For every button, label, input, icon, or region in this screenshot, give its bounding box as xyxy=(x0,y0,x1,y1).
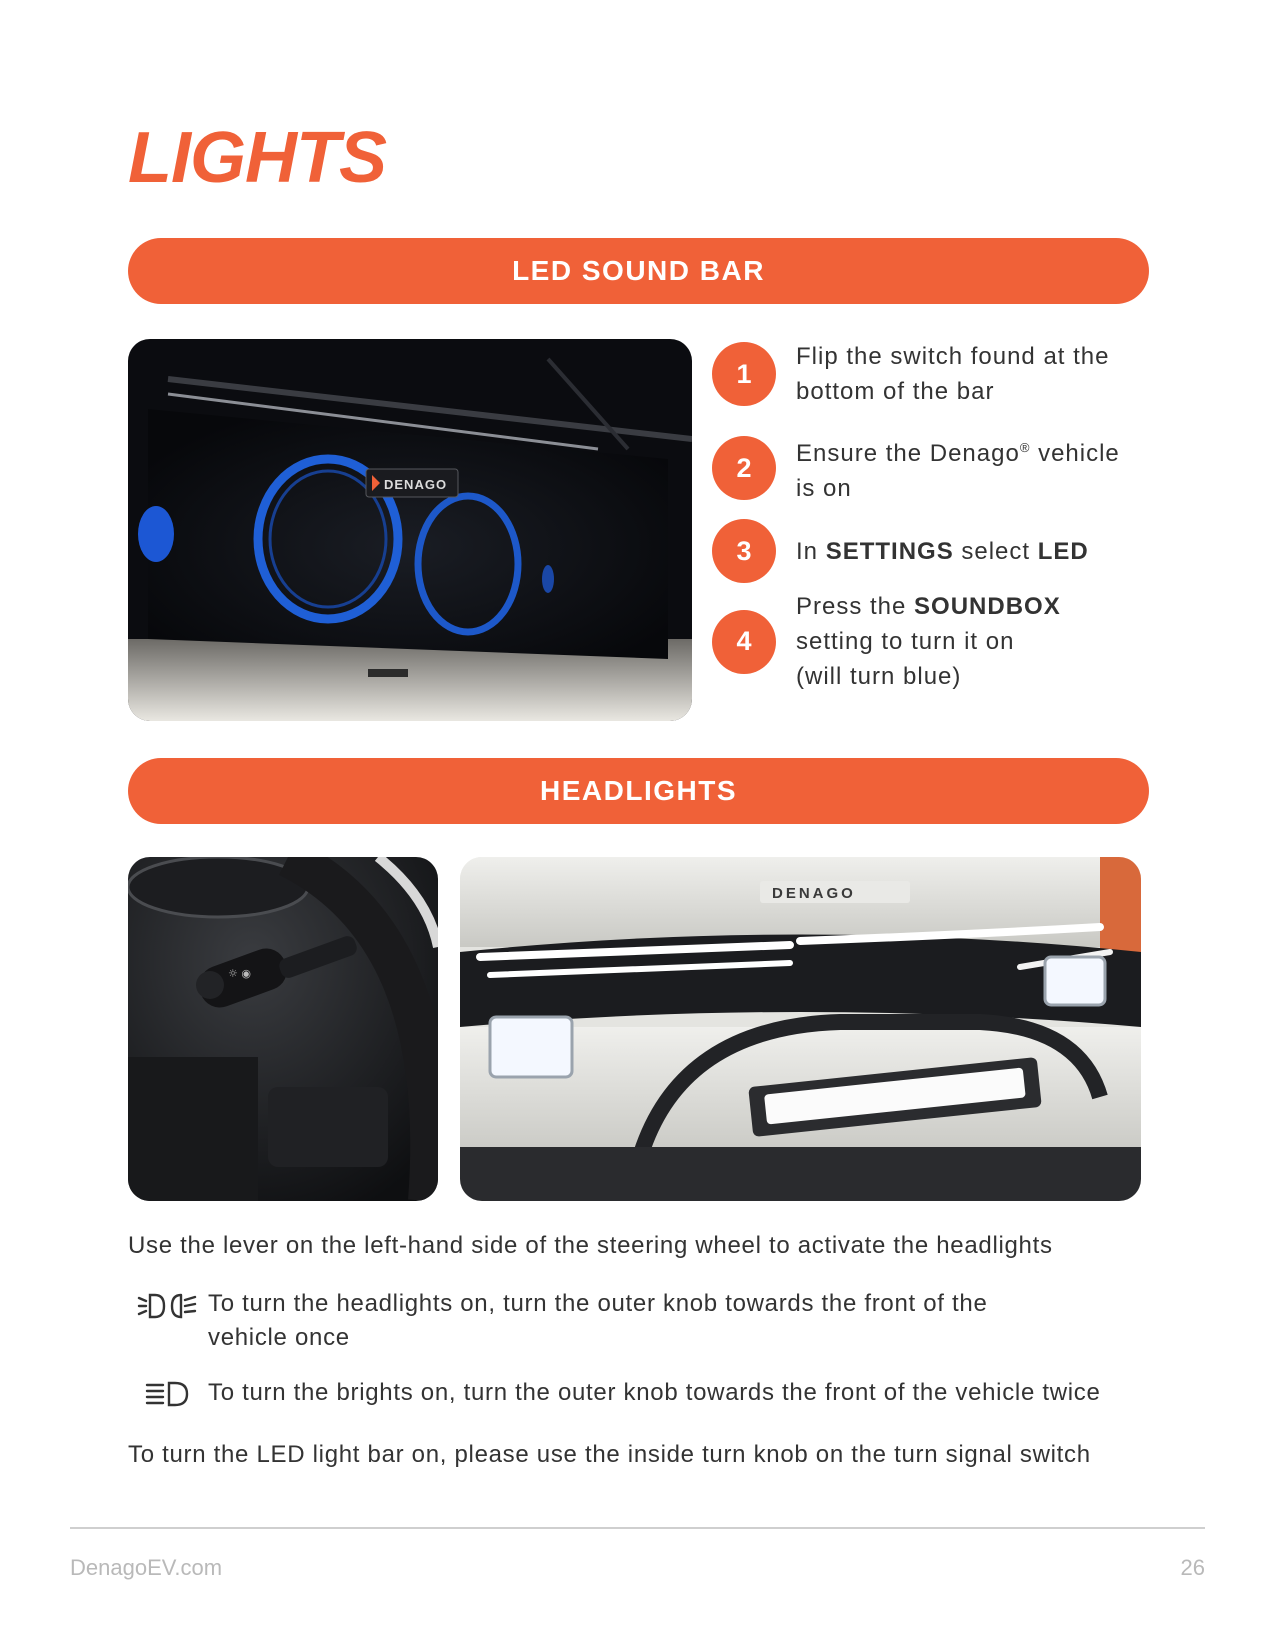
step-4 xyxy=(712,589,1152,694)
step-text xyxy=(796,534,1089,569)
step-3 xyxy=(712,519,1152,583)
step-line xyxy=(796,589,1061,624)
section-header-label: LED SOUND BAR xyxy=(512,255,765,286)
step-text-part: vehicle xyxy=(1030,440,1120,467)
led-light-bar-text: To turn the LED light bar on, please use the inside turn knob on the turn signal switch xyxy=(128,1441,1091,1468)
denago-logo-text: DENAGO xyxy=(772,885,856,902)
svg-text:☼ ◉: ☼ ◉ xyxy=(228,967,251,980)
section-header-label: HEADLIGHTS xyxy=(540,775,737,806)
vehicle-front-photo xyxy=(460,857,1141,1201)
step-text-bold: SETTINGS xyxy=(825,537,954,565)
instruction-text xyxy=(208,1287,988,1355)
step-2 xyxy=(712,430,1152,506)
page-number: 26 xyxy=(1180,1555,1205,1580)
step-text xyxy=(796,339,1110,409)
step-text-bold: LED xyxy=(1037,537,1089,565)
step-line xyxy=(796,430,1120,471)
instruction-text xyxy=(208,1376,1101,1410)
footer-website: DenagoEV.com xyxy=(70,1555,223,1580)
instruction-line: To turn the headlights on, turn the outer knob towards the front of the xyxy=(208,1290,988,1317)
instruction-line: To turn the brights on, turn the outer knob towards the front of the vehicle twice xyxy=(208,1379,1101,1406)
step-number-badge: 2 xyxy=(712,436,776,500)
step-line: setting to turn it on xyxy=(796,628,1015,655)
low-beam-instruction xyxy=(128,1287,988,1355)
headlights-intro-text: Use the lever on the left-hand side of the steering wheel to activate the headlights xyxy=(128,1232,1053,1259)
section-header-headlights xyxy=(128,758,1149,824)
headlight-lever-photo xyxy=(128,857,438,1201)
high-beam-icon xyxy=(128,1376,208,1408)
step-text-part: Ensure the Denago xyxy=(796,440,1020,467)
step-text-part: In xyxy=(796,537,826,565)
instruction-line: vehicle once xyxy=(208,1324,350,1351)
step-number-badge: 1 xyxy=(712,342,776,406)
high-beam-instruction xyxy=(128,1376,1101,1410)
step-line: (will turn blue) xyxy=(796,663,962,690)
low-beam-icon xyxy=(128,1287,208,1321)
step-line: Flip the switch found at the xyxy=(796,343,1110,370)
sound-bar-photo xyxy=(128,339,692,721)
step-text xyxy=(796,430,1120,506)
step-text xyxy=(796,589,1061,694)
step-number-badge: 4 xyxy=(712,610,776,674)
step-1 xyxy=(712,339,1152,409)
step-text-part: select xyxy=(953,537,1038,565)
step-line: is on xyxy=(796,475,852,502)
section-header-led-sound-bar xyxy=(128,238,1149,304)
footer-divider xyxy=(70,1527,1205,1529)
denago-logo-text: DENAGO xyxy=(384,477,448,492)
step-text-bold: SOUNDBOX xyxy=(914,593,1061,620)
step-line: bottom of the bar xyxy=(796,378,995,405)
registered-mark: ® xyxy=(1019,440,1031,455)
page-title: LIGHTS xyxy=(128,118,386,198)
step-number-badge: 3 xyxy=(712,519,776,583)
step-text-part: Press the xyxy=(796,593,915,620)
